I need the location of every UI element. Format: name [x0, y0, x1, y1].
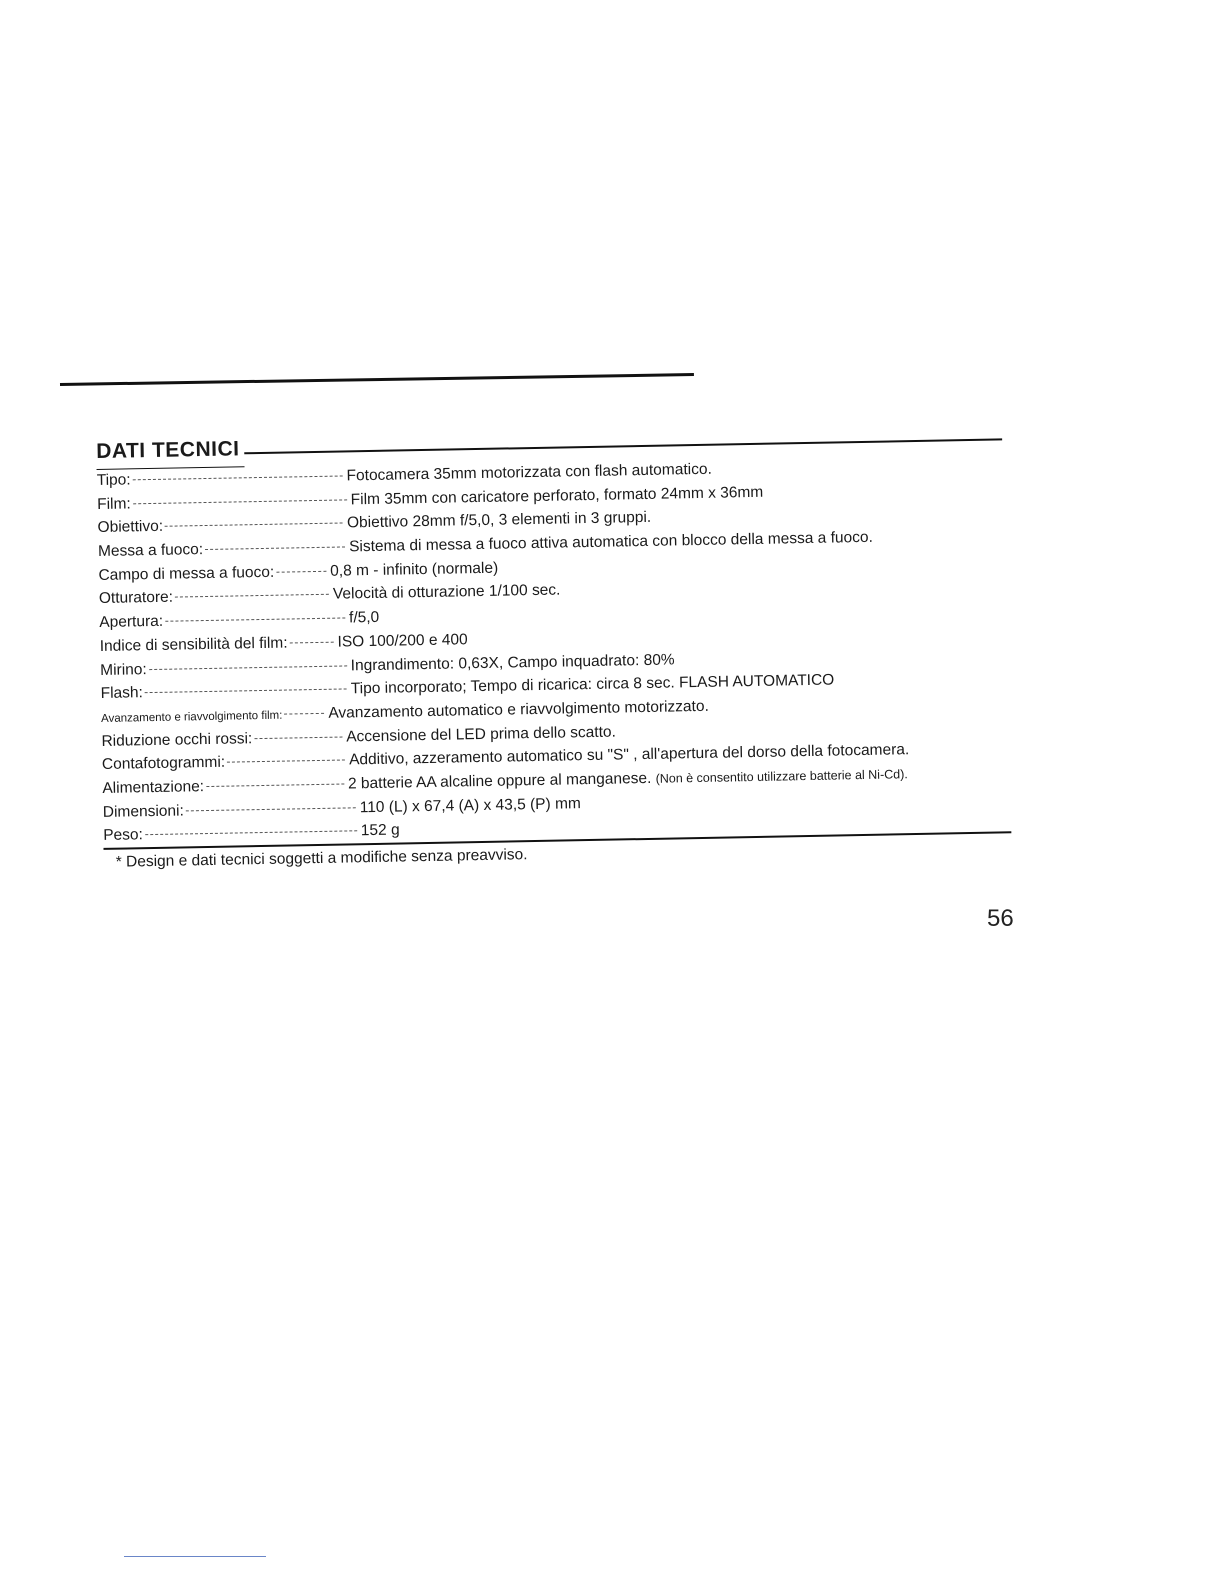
dotted-leader [145, 831, 357, 836]
spec-label: Obiettivo: [97, 518, 164, 537]
dotted-leader [165, 618, 345, 622]
dotted-leader [290, 641, 334, 643]
spec-value: Sistema di messa a fuoco attiva automatica con blocco della messa a fuoco. [348, 528, 874, 556]
spec-value: Tipo incorporato; Tempo di ricarica: circa 8 sec. FLASH AUTOMATICO [350, 671, 835, 698]
spec-value: Fotocamera 35mm motorizzata con flash automatico. [346, 460, 712, 485]
dotted-leader [276, 571, 326, 573]
spec-value: 0,8 m - infinito (normale) [330, 559, 499, 580]
spec-value: Velocità di otturazione 1/100 sec. [332, 581, 561, 604]
section-title: DATI TECNICI [96, 437, 240, 463]
spec-value-note: (Non è consentito utilizzare batterie al Ni-Cd). [655, 767, 908, 786]
dotted-leader [186, 807, 356, 811]
spec-label: Flash: [100, 684, 144, 703]
spec-label: Film: [97, 495, 131, 513]
spec-section [96, 423, 1024, 910]
spec-label: Apertura: [99, 612, 164, 632]
spec-value: Film 35mm con caricatore perforato, formato 24mm x 36mm [350, 483, 764, 509]
spec-label: Avanzamento e riavvolgimento film: [101, 709, 283, 725]
dotted-leader [206, 783, 344, 787]
spec-value: ISO 100/200 e 400 [337, 631, 468, 651]
spec-label: Mirino: [100, 660, 147, 679]
spec-value: 152 g [360, 821, 400, 840]
spec-value-main: 2 batterie AA alcaline oppure al manganese. [347, 769, 652, 793]
title-rule [244, 438, 1002, 454]
dotted-leader [254, 736, 342, 739]
spec-label: Dimensioni: [102, 802, 184, 821]
spec-value: Obiettivo 28mm f/5,0, 3 elementi in 3 gruppi. [346, 509, 652, 532]
dotted-leader [227, 760, 345, 763]
bottom-link-underline [124, 1556, 266, 1557]
top-divider-rule [60, 373, 694, 386]
dotted-leader [133, 499, 347, 504]
spec-label: Otturatore: [98, 589, 174, 608]
dotted-leader [284, 713, 324, 715]
spec-value: Avanzamento automatico e riavvolgimento motorizzato. [328, 697, 709, 722]
spec-value: Accensione del LED prima dello scatto. [346, 723, 617, 746]
dotted-leader [133, 475, 343, 480]
spec-label: Alimentazione: [102, 778, 205, 797]
spec-list [97, 455, 1024, 851]
dotted-leader [165, 523, 343, 527]
spec-label: Peso: [103, 826, 144, 845]
spec-label: Riduzione occhi rossi: [101, 729, 253, 750]
spec-label: Tipo: [96, 471, 131, 489]
page-number: 56 [987, 905, 1014, 932]
spec-value: Additivo, azzeramento automatico su "S" , all'apertura del dorso della fotocamera. [348, 741, 910, 769]
footnote: * Design e dati tecnici soggetti a modifiche senza preavviso. [115, 846, 528, 871]
dotted-leader [205, 547, 345, 551]
spec-value: f/5,0 [348, 608, 380, 627]
spec-label: Messa a fuoco: [97, 541, 204, 561]
dotted-leader [149, 665, 347, 670]
dotted-leader [175, 594, 329, 598]
spec-label: Campo di messa a fuoco: [98, 563, 275, 584]
dotted-leader [145, 689, 347, 694]
spec-label: Indice di sensibilità del film: [99, 634, 288, 655]
spec-label: Contafotogrammi: [101, 753, 226, 774]
spec-value: Ingrandimento: 0,63X, Campo inquadrato: 80% [350, 650, 675, 674]
spec-value: 110 (L) x 67,4 (A) x 43,5 (P) mm [359, 794, 581, 816]
